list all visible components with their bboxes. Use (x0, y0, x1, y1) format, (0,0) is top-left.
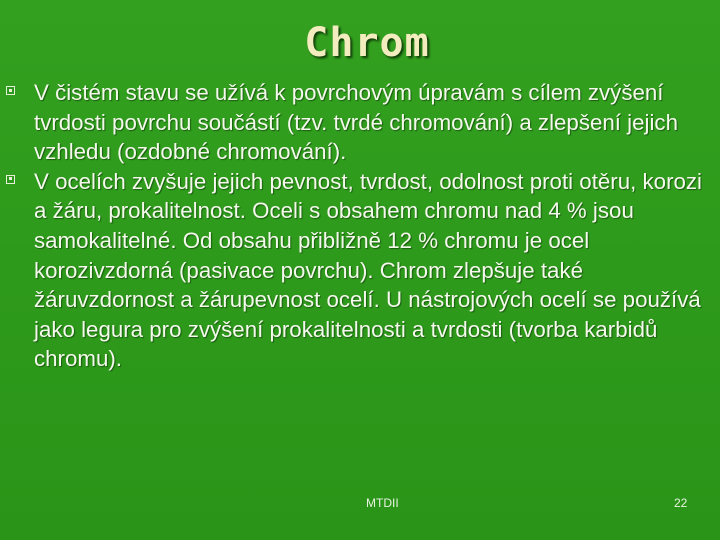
footer-label: MTDII (366, 496, 399, 510)
bullet-item (8, 167, 716, 374)
slide-content (8, 78, 716, 374)
square-bullet-icon (6, 175, 15, 184)
bullet-text: V čistém stavu se užívá k povrchovým úpravám s cílem zvýšení tvrdosti povrchu součástí (tzv. tvrdé chromování) a zlepšení jejich vzhledu (ozdobné chromování). (34, 80, 678, 165)
slide-title: Chrom (304, 20, 430, 66)
square-bullet-icon (6, 86, 15, 95)
page-number: 22 (674, 496, 688, 510)
bullet-item (8, 78, 716, 167)
bullet-text: V ocelích zvyšuje jejich pevnost, tvrdost, odolnost proti otěru, korozi a žáru, prokalitelnost. Oceli s obsahem chromu nad 4 % jsou samokalitelné. Od obsahu přibližně 12 % chromu je ocel korozivzdorná (pasivace povrchu). Chrom zlepšuje také žáruvzdornost a žárupevnost ocelí. U nástrojových ocelí se používá jako legura pro zvýšení prokalitelnosti a tvrdosti (tvorba karbidů chromu). (34, 168, 702, 372)
